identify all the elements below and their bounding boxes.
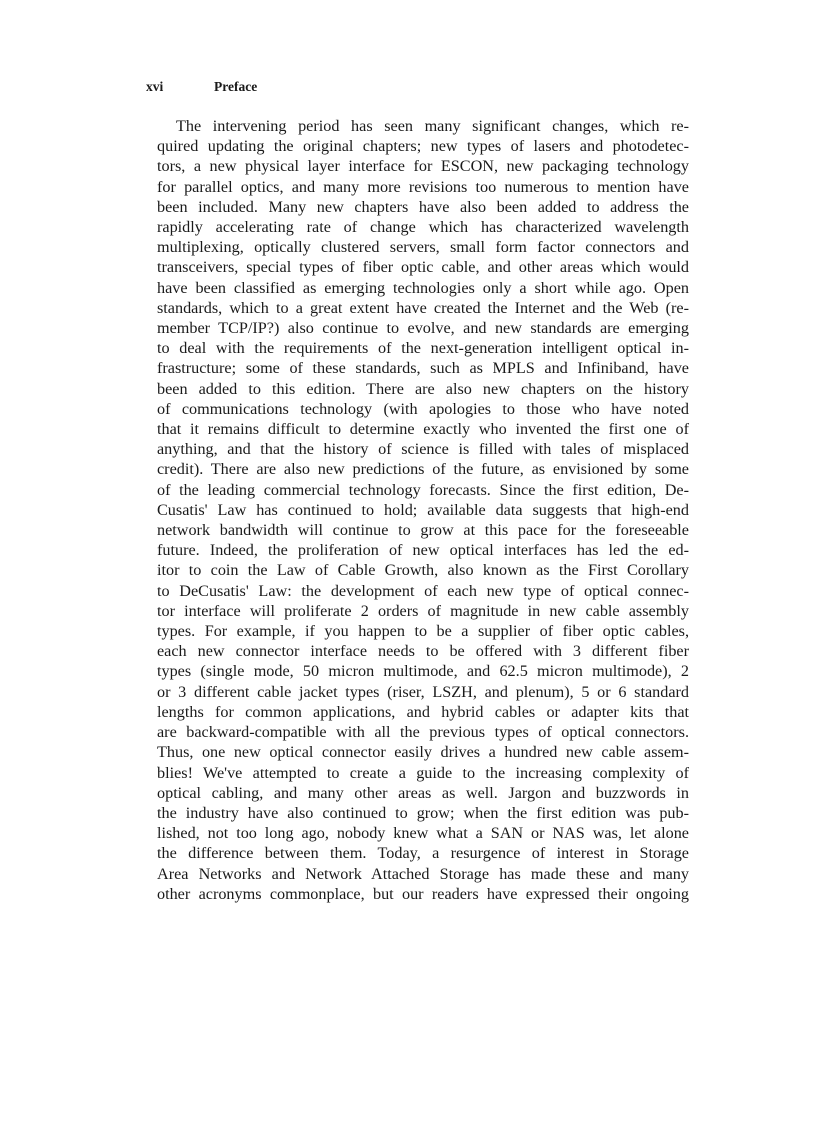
text-line: lished, not too long ago, nobody knew what a SAN or NAS was, let alone: [157, 824, 689, 843]
section-title: Preface: [214, 79, 258, 94]
text-line: rapidly accelerating rate of change which has characterized wavelength: [157, 218, 689, 237]
text-line: for parallel optics, and many more revisions too numerous to mention have: [157, 177, 689, 196]
text-line: or 3 different cable jacket types (riser, LSZH, and plenum), 5 or 6 standard: [157, 682, 689, 701]
text-line: have been classified as emerging technologies only a short while ago. Open: [157, 278, 689, 297]
text-line: network bandwidth will continue to grow at this pace for the foreseeable: [157, 521, 689, 540]
text-line: to DeCusatis' Law: the development of each new type of optical connec-: [157, 581, 689, 600]
text-line: that it remains difficult to determine exactly who invented the first one of: [157, 420, 689, 439]
text-line: tor interface will proliferate 2 orders of magnitude in new cable assembly: [157, 601, 689, 620]
text-line: been included. Many new chapters have also been added to address the: [157, 197, 689, 216]
text-line: of communications technology (with apologies to those who have noted: [157, 399, 689, 418]
text-line: member TCP/IP?) also continue to evolve, and new standards are emerging: [157, 319, 689, 338]
text-line: credit). There are also new predictions of the future, as envisioned by some: [157, 460, 689, 479]
text-line: types (single mode, 50 micron multimode, and 62.5 micron multimode), 2: [157, 662, 689, 681]
text-line: Thus, one new optical connector easily drives a hundred new cable assem-: [157, 743, 689, 762]
text-line: lengths for common applications, and hybrid cables or adapter kits that: [157, 702, 689, 721]
body-paragraph: [157, 116, 689, 904]
text-line: optical cabling, and many other areas as well. Jargon and buzzwords in: [157, 783, 689, 802]
text-line: quired updating the original chapters; new types of lasers and photodetec-: [157, 137, 689, 156]
text-line: are backward-compatible with all the previous types of optical connectors.: [157, 723, 689, 742]
text-line: The intervening period has seen many significant changes, which re-: [176, 117, 689, 135]
text-line: tors, a new physical layer interface for ESCON, new packaging technology: [157, 157, 689, 176]
text-line: to deal with the requirements of the next-generation intelligent optical in-: [157, 339, 689, 358]
text-line: Area Networks and Network Attached Storage has made these and many: [157, 864, 689, 883]
text-line: standards, which to a great extent have created the Internet and the Web (re-: [157, 298, 689, 317]
page-number: xvi: [146, 79, 164, 94]
text-line: anything, and that the history of science is filled with tales of misplaced: [157, 440, 689, 459]
running-head: [146, 79, 706, 99]
text-line: Cusatis' Law has continued to hold; available data suggests that high-end: [157, 500, 689, 519]
text-line: the difference between them. Today, a resurgence of interest in Storage: [157, 844, 689, 863]
text-line: other acronyms commonplace, but our readers have expressed their ongoing: [157, 884, 689, 903]
text-line: types. For example, if you happen to be a supplier of fiber optic cables,: [157, 622, 689, 641]
text-line: itor to coin the Law of Cable Growth, also known as the First Corollary: [157, 561, 689, 580]
text-line: the industry have also continued to grow; when the first edition was pub-: [157, 803, 689, 822]
text-line: of the leading commercial technology forecasts. Since the first edition, De-: [157, 480, 689, 499]
text-line: multiplexing, optically clustered servers, small form factor connectors and: [157, 238, 689, 257]
text-line: been added to this edition. There are also new chapters on the history: [157, 379, 689, 398]
text-line: transceivers, special types of fiber optic cable, and other areas which would: [157, 258, 689, 277]
text-line: blies! We've attempted to create a guide to the increasing complexity of: [157, 763, 689, 782]
text-line: each new connector interface needs to be offered with 3 different fiber: [157, 642, 689, 661]
text-line: future. Indeed, the proliferation of new optical interfaces has led the ed-: [157, 541, 689, 560]
text-line: frastructure; some of these standards, such as MPLS and Infiniband, have: [157, 359, 689, 378]
